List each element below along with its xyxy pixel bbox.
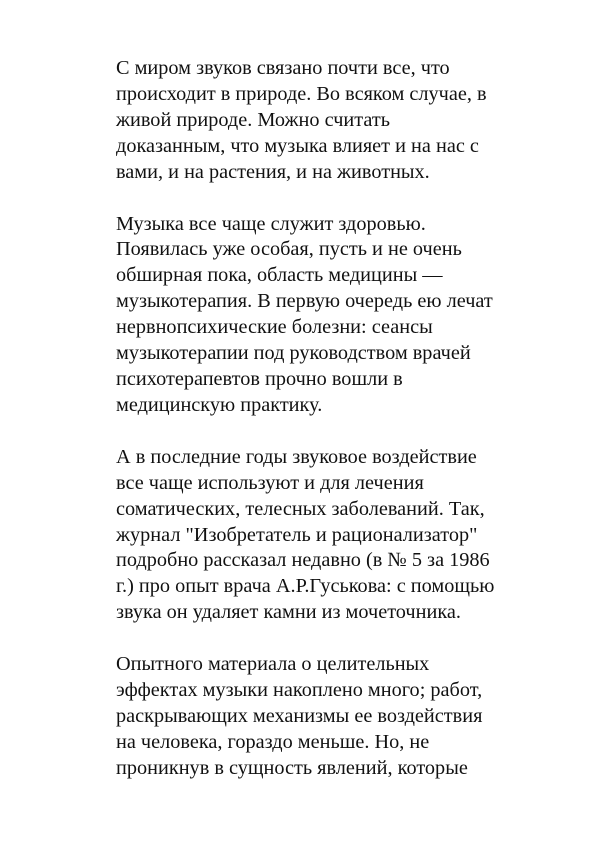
paragraph-4 [116,652,516,782]
text-line: музыкотерапия. В первую очередь ею лечат [116,290,493,313]
text-line: соматических, телесных заболеваний. Так, [116,497,485,520]
paragraph-1 [116,56,516,186]
text-line: все чаще используют и для лечения [116,471,424,494]
text-line: эффектах музыки накоплено много; работ, [116,679,483,702]
text-line: происходит в природе. Во всяком случае, в [116,82,487,105]
text-line: живой природе. Можно считать [116,108,390,131]
text-line: звука он удаляет камни из мочеточника. [116,601,461,624]
paragraph-3 [116,445,516,626]
text-line: подробно рассказал недавно (в № 5 за 1986 [116,549,490,572]
text-line: Опытного материала о целительных [116,653,430,676]
text-line: журнал "Изобретатель и рационализатор" [116,523,478,546]
text-body [116,56,516,808]
text-line: С миром звуков связано почти все, что [116,57,450,79]
text-line: нервнопсихические болезни: сеансы [116,316,433,339]
text-line: Появилась уже особая, пусть и не очень [116,238,462,261]
text-line: раскрывающих механизмы ее воздействия [116,704,483,727]
paragraph-2 [116,212,516,419]
text-line: музыкотерапии под руководством врачей [116,342,471,365]
text-line: Музыка все чаще служит здоровью. [116,212,426,235]
text-line: проникнув в сущность явлений, которые [116,756,468,779]
text-line: медицинскую практику. [116,393,323,416]
text-line: г.) про опыт врача А.Р.Гуськова: с помощью [116,575,495,598]
text-line: А в последние годы звуковое воздействие [116,445,477,468]
text-line: вами, и на растения, и на животных. [116,160,430,183]
text-line: на человека, гораздо меньше. Но, не [116,730,430,753]
text-line: доказанным, что музыка влияет и на нас с [116,134,479,157]
text-line: психотерапевтов прочно вошли в [116,367,403,390]
text-line: обширная пока, область медицины — [116,264,443,287]
